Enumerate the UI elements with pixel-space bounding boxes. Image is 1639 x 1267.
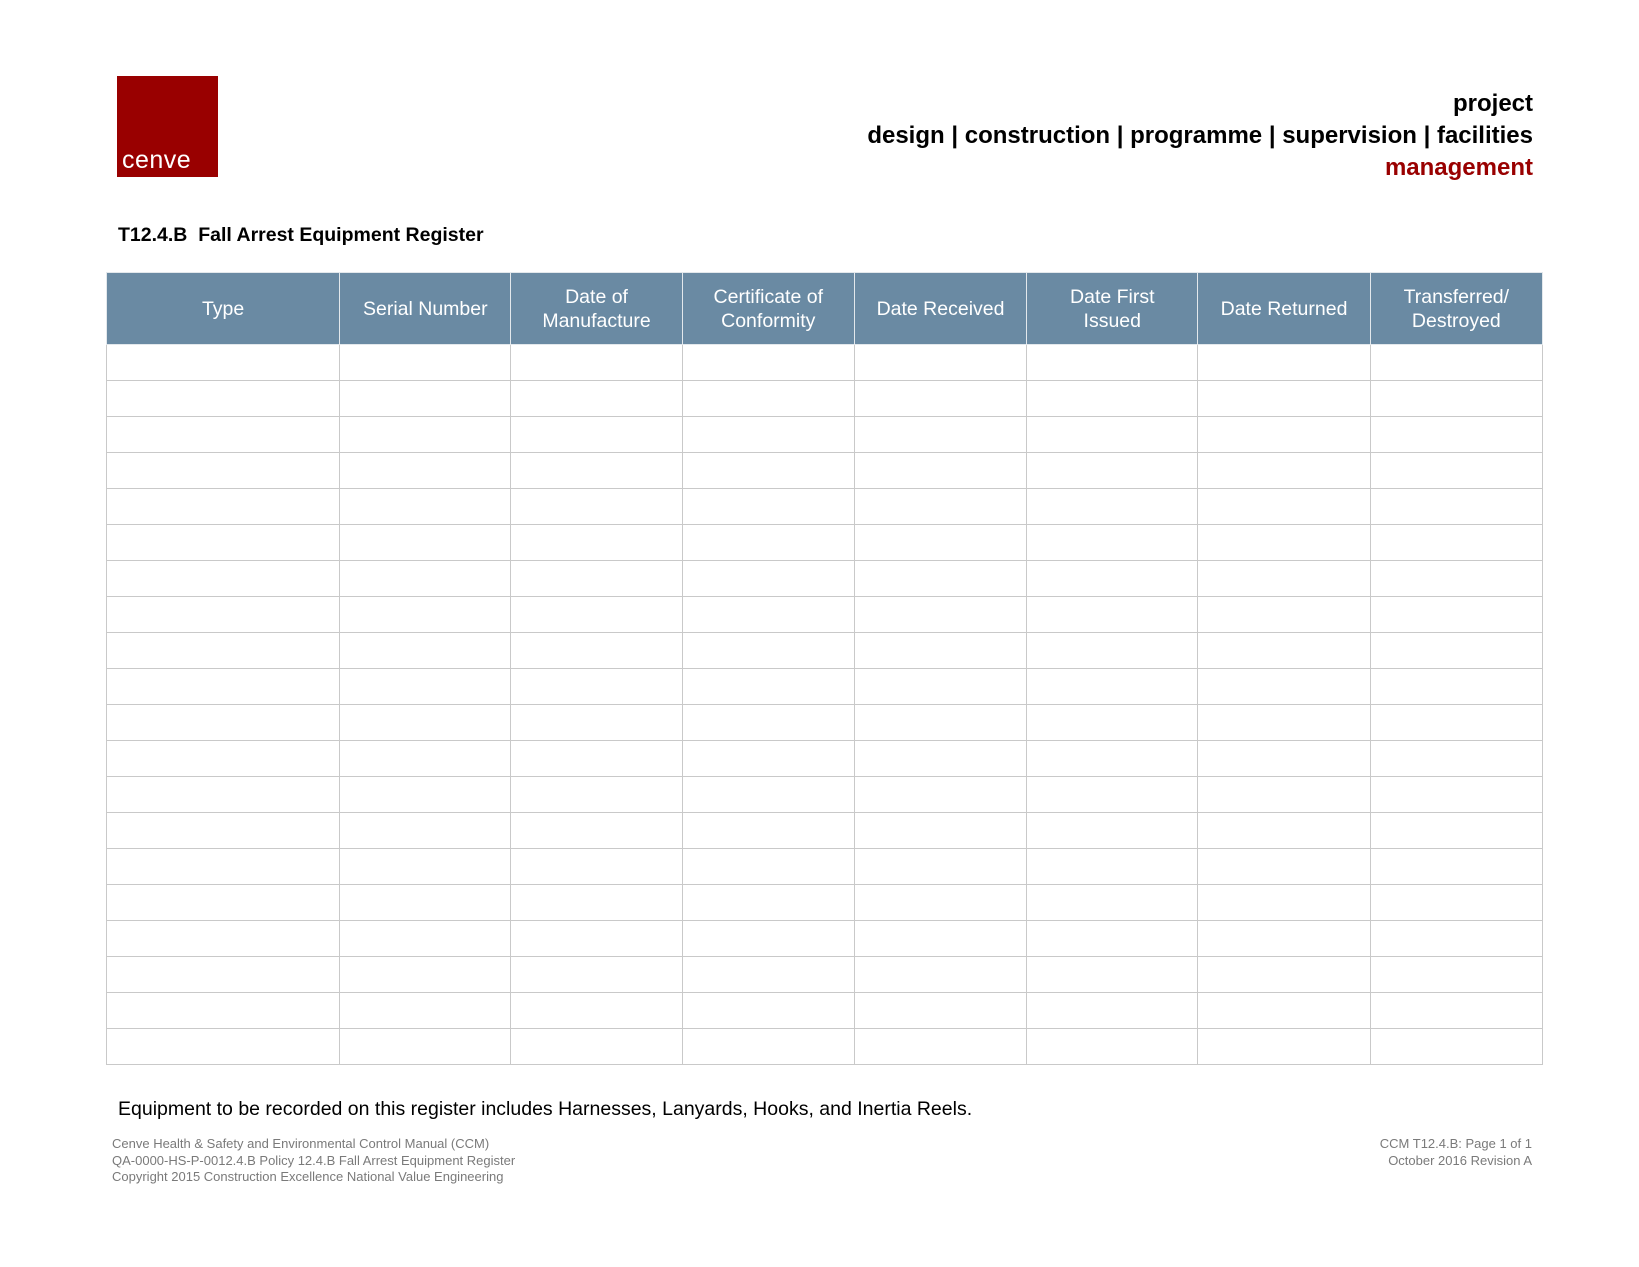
table-cell[interactable]	[1370, 813, 1542, 849]
footer-left	[112, 1136, 515, 1186]
table-cell[interactable]	[511, 993, 682, 1029]
table-cell[interactable]	[340, 633, 511, 669]
tagline-line-1: project	[1452, 90, 1533, 117]
table-cell[interactable]	[511, 489, 682, 525]
table-cell[interactable]	[682, 741, 854, 777]
column-header-line: Manufacture	[542, 309, 651, 332]
footer-left-line-3: Copyright 2015 Construction Excellence National Value Engineering	[112, 1169, 504, 1184]
table-cell[interactable]	[511, 741, 682, 777]
table-cell[interactable]	[854, 849, 1026, 885]
table-row	[107, 1029, 1543, 1065]
table-row	[107, 669, 1543, 705]
table-cell[interactable]	[340, 345, 511, 381]
table-cell[interactable]	[682, 1029, 854, 1065]
table-cell[interactable]	[854, 1029, 1026, 1065]
table-cell[interactable]	[107, 957, 340, 993]
table-cell[interactable]	[340, 381, 511, 417]
document-title: T12.4.B Fall Arrest Equipment Register	[118, 224, 484, 246]
table-cell[interactable]	[107, 1029, 340, 1065]
table-cell[interactable]	[854, 381, 1026, 417]
table-cell[interactable]	[1027, 885, 1198, 921]
table-cell[interactable]	[340, 885, 511, 921]
table-cell[interactable]	[682, 453, 854, 489]
tagline-line-2: design | construction | programme | supervision | facilities	[867, 122, 1533, 149]
column-header-line: Serial Number	[362, 297, 488, 320]
table-cell[interactable]	[1027, 1029, 1198, 1065]
table-cell[interactable]	[1370, 525, 1542, 561]
table-cell[interactable]	[1027, 993, 1198, 1029]
table-cell[interactable]	[682, 669, 854, 705]
table-cell[interactable]	[1198, 993, 1370, 1029]
table-cell[interactable]	[1370, 633, 1542, 669]
table-cell[interactable]	[511, 813, 682, 849]
column-header	[854, 273, 1026, 345]
table-cell[interactable]	[854, 561, 1026, 597]
table-cell[interactable]	[1370, 705, 1542, 741]
table-cell[interactable]	[1198, 417, 1370, 453]
table-cell[interactable]	[107, 489, 340, 525]
table-cell[interactable]	[1198, 381, 1370, 417]
table-cell[interactable]	[107, 921, 340, 957]
footer-right-line-1: CCM T12.4.B: Page 1 of 1	[1379, 1136, 1532, 1151]
table-cell[interactable]	[682, 345, 854, 381]
table-cell[interactable]	[1198, 633, 1370, 669]
table-cell[interactable]	[107, 453, 340, 489]
table-row	[107, 489, 1543, 525]
table-cell[interactable]	[511, 921, 682, 957]
table-cell[interactable]	[107, 417, 340, 453]
table-cell[interactable]	[854, 885, 1026, 921]
table-cell[interactable]	[854, 489, 1026, 525]
table-cell[interactable]	[340, 669, 511, 705]
footer-left-line-1: Cenve Health & Safety and Environmental Control Manual (CCM)	[112, 1136, 490, 1151]
table-cell[interactable]	[1027, 669, 1198, 705]
table-cell[interactable]	[1198, 849, 1370, 885]
table-cell[interactable]	[1370, 921, 1542, 957]
column-header	[1198, 273, 1370, 345]
table-cell[interactable]	[854, 417, 1026, 453]
table-cell[interactable]	[511, 849, 682, 885]
column-header-line: Date Received	[876, 297, 1005, 320]
table-row	[107, 345, 1543, 381]
equipment-register-table	[106, 272, 1543, 1065]
table-cell[interactable]	[511, 957, 682, 993]
table-cell[interactable]	[1027, 417, 1198, 453]
table-cell[interactable]	[682, 885, 854, 921]
table-cell[interactable]	[854, 921, 1026, 957]
column-header-line: Type	[201, 297, 245, 320]
table-cell[interactable]	[1027, 705, 1198, 741]
table-cell[interactable]	[1198, 525, 1370, 561]
table-cell[interactable]	[107, 561, 340, 597]
column-header	[682, 273, 854, 345]
table-cell[interactable]	[682, 957, 854, 993]
table-cell[interactable]	[682, 381, 854, 417]
logo-text: cenve	[122, 146, 192, 174]
table-cell[interactable]	[1027, 489, 1198, 525]
table-cell[interactable]	[340, 453, 511, 489]
column-header	[511, 273, 682, 345]
column-header-line: Date First	[1070, 285, 1155, 308]
table-cell[interactable]	[340, 993, 511, 1029]
table-cell[interactable]	[1198, 345, 1370, 381]
footer-right-line-2: October 2016 Revision A	[1388, 1152, 1532, 1168]
table-cell[interactable]	[682, 561, 854, 597]
table-cell[interactable]	[1198, 957, 1370, 993]
table-cell[interactable]	[1370, 453, 1542, 489]
column-header-line: Destroyed	[1411, 309, 1501, 332]
table-cell[interactable]	[1370, 885, 1542, 921]
table-cell[interactable]	[340, 417, 511, 453]
table-row	[107, 993, 1543, 1029]
table-cell[interactable]	[1370, 561, 1542, 597]
table-cell[interactable]	[511, 561, 682, 597]
table-row	[107, 921, 1543, 957]
table-cell[interactable]	[854, 993, 1026, 1029]
table-row	[107, 705, 1543, 741]
table-cell[interactable]	[107, 813, 340, 849]
table-cell[interactable]	[682, 777, 854, 813]
table-cell[interactable]	[1027, 957, 1198, 993]
table-row	[107, 597, 1543, 633]
table-cell[interactable]	[340, 1029, 511, 1065]
table-cell[interactable]	[1027, 777, 1198, 813]
table-cell[interactable]	[511, 705, 682, 741]
column-header	[1370, 273, 1542, 345]
table-cell[interactable]	[1027, 741, 1198, 777]
table-cell[interactable]	[107, 633, 340, 669]
table-cell[interactable]	[511, 1029, 682, 1065]
table-cell[interactable]	[340, 741, 511, 777]
table-cell[interactable]	[1198, 705, 1370, 741]
table-cell[interactable]	[107, 993, 340, 1029]
table-cell[interactable]	[107, 525, 340, 561]
table-cell[interactable]	[107, 381, 340, 417]
table-cell[interactable]	[1198, 453, 1370, 489]
table-cell[interactable]	[854, 777, 1026, 813]
column-header	[1027, 273, 1198, 345]
table-cell[interactable]	[1027, 381, 1198, 417]
table-cell[interactable]	[854, 525, 1026, 561]
table-cell[interactable]	[1370, 849, 1542, 885]
table-cell[interactable]	[107, 849, 340, 885]
column-header	[340, 273, 511, 345]
table-row	[107, 381, 1543, 417]
table-row	[107, 813, 1543, 849]
table-row	[107, 849, 1543, 885]
table-cell[interactable]	[682, 813, 854, 849]
table-cell[interactable]	[1198, 597, 1370, 633]
table-cell[interactable]	[511, 669, 682, 705]
table-cell[interactable]	[854, 345, 1026, 381]
table-row	[107, 957, 1543, 993]
table-cell[interactable]	[511, 777, 682, 813]
table-cell[interactable]	[340, 597, 511, 633]
table-cell[interactable]	[107, 885, 340, 921]
table-row	[107, 525, 1543, 561]
table-cell[interactable]	[682, 597, 854, 633]
table-cell[interactable]	[511, 453, 682, 489]
table-cell[interactable]	[1370, 669, 1542, 705]
column-header-line: Certificate of	[713, 285, 823, 308]
column-header-line: Issued	[1083, 309, 1141, 332]
table-cell[interactable]	[511, 417, 682, 453]
table-cell[interactable]	[682, 993, 854, 1029]
column-header-line: Date Returned	[1220, 297, 1348, 320]
table-cell[interactable]	[854, 957, 1026, 993]
table-cell[interactable]	[1027, 597, 1198, 633]
table-cell[interactable]	[1027, 453, 1198, 489]
table-cell[interactable]	[107, 741, 340, 777]
table-cell[interactable]	[682, 417, 854, 453]
table-cell[interactable]	[340, 561, 511, 597]
table-cell[interactable]	[1198, 813, 1370, 849]
table-cell[interactable]	[1370, 993, 1542, 1029]
table-cell[interactable]	[682, 525, 854, 561]
table-cell[interactable]	[340, 921, 511, 957]
table-cell[interactable]	[1198, 669, 1370, 705]
table-cell[interactable]	[107, 777, 340, 813]
table-cell[interactable]	[1370, 345, 1542, 381]
table-cell[interactable]	[340, 525, 511, 561]
company-tagline	[867, 88, 1533, 184]
tagline-line-3: management	[1384, 154, 1533, 181]
table-cell[interactable]	[107, 597, 340, 633]
table-cell[interactable]	[854, 633, 1026, 669]
footer-right	[1380, 1136, 1532, 1169]
table-cell[interactable]	[1198, 741, 1370, 777]
table-cell[interactable]	[340, 957, 511, 993]
table-cell[interactable]	[682, 489, 854, 525]
table-header-row	[107, 273, 1543, 345]
table-cell[interactable]	[340, 849, 511, 885]
table-cell[interactable]	[1027, 561, 1198, 597]
table-cell[interactable]	[1027, 921, 1198, 957]
table-cell[interactable]	[682, 705, 854, 741]
table-cell[interactable]	[340, 813, 511, 849]
table-cell[interactable]	[340, 705, 511, 741]
table-body	[107, 345, 1543, 1065]
table-cell[interactable]	[1370, 957, 1542, 993]
table-cell[interactable]	[1370, 489, 1542, 525]
table-row	[107, 777, 1543, 813]
table-cell[interactable]	[511, 525, 682, 561]
table-cell[interactable]	[107, 705, 340, 741]
table-cell[interactable]	[1198, 489, 1370, 525]
table-cell[interactable]	[1370, 597, 1542, 633]
register-note: Equipment to be recorded on this register includes Harnesses, Lanyards, Hooks, and Inertia Reels.	[118, 1098, 973, 1120]
table-cell[interactable]	[1198, 885, 1370, 921]
table-cell[interactable]	[1198, 777, 1370, 813]
table-cell[interactable]	[1370, 777, 1542, 813]
column-header	[107, 273, 340, 345]
table-cell[interactable]	[682, 849, 854, 885]
table-cell[interactable]	[1198, 561, 1370, 597]
table-cell[interactable]	[340, 777, 511, 813]
table-cell[interactable]	[1027, 525, 1198, 561]
table-cell[interactable]	[1370, 417, 1542, 453]
table-cell[interactable]	[682, 633, 854, 669]
table-cell[interactable]	[511, 381, 682, 417]
table-row	[107, 885, 1543, 921]
table-cell[interactable]	[854, 741, 1026, 777]
table-row	[107, 561, 1543, 597]
table-cell[interactable]	[854, 669, 1026, 705]
table-cell[interactable]	[1027, 813, 1198, 849]
table-cell[interactable]	[682, 921, 854, 957]
table-row	[107, 741, 1543, 777]
table-row	[107, 453, 1543, 489]
column-header-line: Conformity	[721, 309, 816, 332]
column-header-line: Transferred/	[1403, 285, 1510, 308]
table-cell[interactable]	[1370, 741, 1542, 777]
table-cell[interactable]	[1198, 921, 1370, 957]
cenve-logo	[117, 76, 218, 177]
table-row	[107, 633, 1543, 669]
table-cell[interactable]	[340, 489, 511, 525]
table-cell[interactable]	[1198, 1029, 1370, 1065]
table-cell[interactable]	[854, 453, 1026, 489]
table-cell[interactable]	[511, 633, 682, 669]
footer-left-line-2: QA-0000-HS-P-0012.4.B Policy 12.4.B Fall Arrest Equipment Register	[112, 1152, 516, 1168]
table-cell[interactable]	[1370, 381, 1542, 417]
table-cell[interactable]	[511, 345, 682, 381]
table-row	[107, 417, 1543, 453]
table-cell[interactable]	[511, 597, 682, 633]
table-cell[interactable]	[854, 813, 1026, 849]
table-cell[interactable]	[854, 705, 1026, 741]
table-cell[interactable]	[854, 597, 1026, 633]
table-cell[interactable]	[1027, 633, 1198, 669]
table-cell[interactable]	[107, 669, 340, 705]
table-cell[interactable]	[107, 345, 340, 381]
table-cell[interactable]	[1027, 849, 1198, 885]
table-cell[interactable]	[511, 885, 682, 921]
table-cell[interactable]	[1027, 345, 1198, 381]
column-header-line: Date of	[565, 285, 628, 308]
table-cell[interactable]	[1370, 1029, 1542, 1065]
